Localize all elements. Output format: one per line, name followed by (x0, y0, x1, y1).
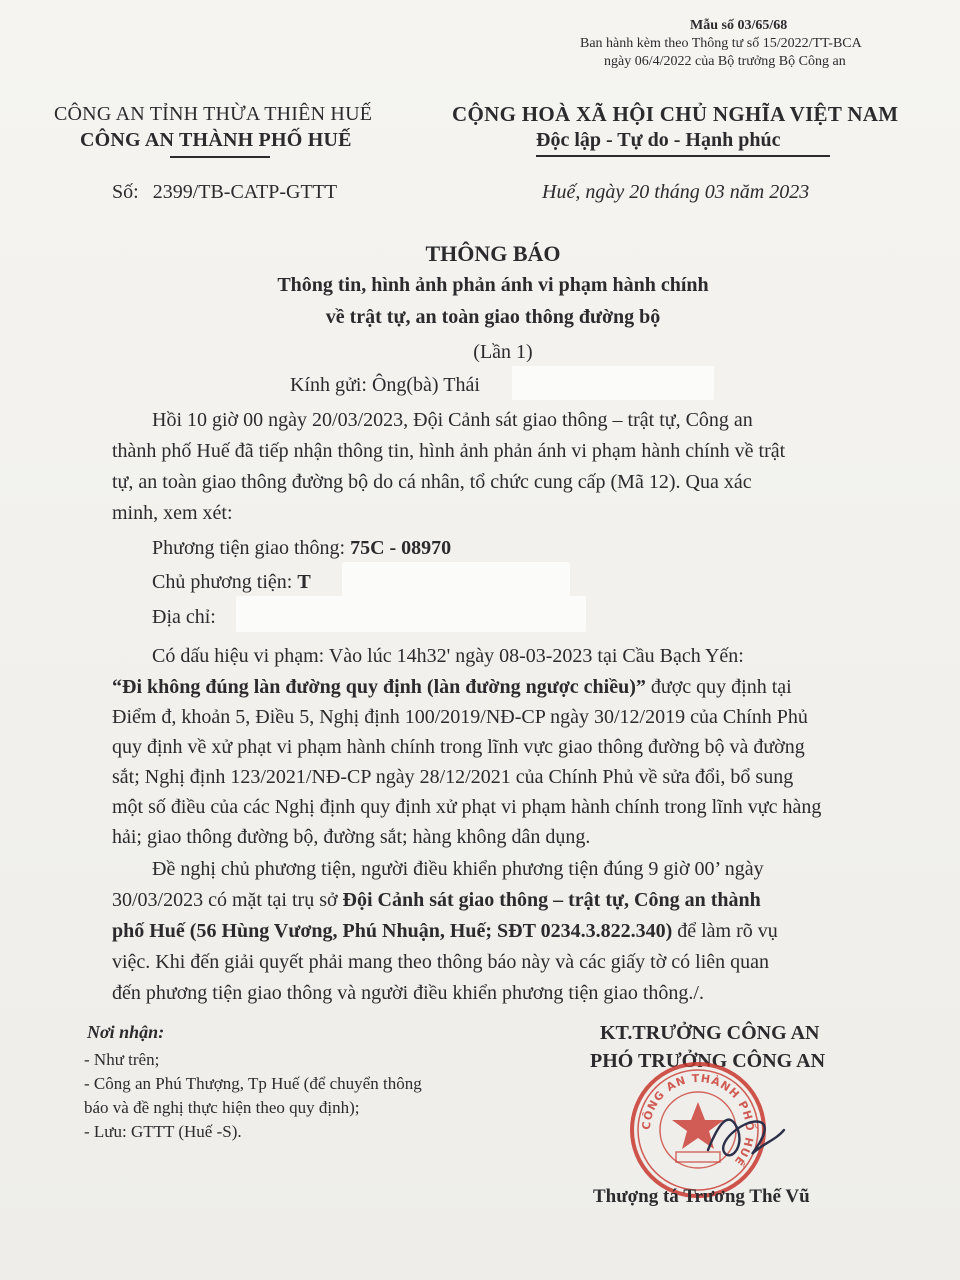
vehicle-field (152, 537, 451, 560)
violation-line: Có dấu hiệu vi phạm: Vào lúc 14h32' ngày 08-03-2023 tại Cầu Bạch Yến: (152, 645, 744, 667)
document-number (112, 181, 337, 204)
request-line2-pre: 30/03/2023 có mặt tại trụ sở (112, 889, 343, 911)
form-issued-date: ngày 06/4/2022 của Bộ trưởng Bộ Công an (604, 54, 846, 69)
recipient-item: - Lưu: GTTT (Huế -S). (84, 1122, 242, 1141)
address-field (152, 606, 216, 629)
national-motto: Độc lập - Tự do - Hạnh phúc (536, 129, 781, 151)
request-line: Đề nghị chủ phương tiện, người điều khiển phương tiện đúng 9 giờ 00’ ngày (152, 858, 764, 880)
request-line: đến phương tiện giao thông và người điều khiển phương tiện giao thông./. (112, 982, 704, 1004)
place-date: Huế, ngày 20 tháng 03 năm 2023 (542, 181, 810, 203)
redaction-address (236, 596, 586, 632)
salutation: Kính gửi: Ông(bà) Thái (290, 374, 480, 396)
request-office-address: phố Huế (56 Hùng Vương, Phú Nhuận, Huế; SĐT 0234.3.822.340) (112, 920, 673, 942)
redaction-name (512, 366, 714, 400)
intro-line: Hồi 10 giờ 00 ngày 20/03/2023, Đội Cảnh sát giao thông – trật tự, Công an (152, 409, 753, 431)
intro-line: tự, an toàn giao thông đường bộ do cá nhân, tổ chức cung cấp (Mã 12). Qua xác (112, 471, 752, 493)
request-line3-post: để làm rõ vụ (672, 920, 778, 942)
violation-line: quy định về xử phạt vi phạm hành chính trong lĩnh vực giao thông đường bộ và đường (112, 736, 805, 758)
signature-title-2: PHÓ TRƯỞNG CÔNG AN (590, 1050, 826, 1072)
request-office: Đội Cảnh sát giao thông – trật tự, Công an thành (342, 889, 761, 911)
agency-underline (170, 156, 270, 158)
document-edition: (Lần 1) (473, 341, 533, 363)
violation-line: hải; giao thông đường bộ, đường sắt; hàng không dân dụng. (112, 826, 591, 848)
violation-line: Điểm đ, khoản 5, Điều 5, Nghị định 100/2019/NĐ-CP ngày 30/12/2019 của Chính Phủ (112, 706, 808, 728)
document-number-label: Số: (112, 181, 139, 203)
request-line: việc. Khi đến giải quyết phải mang theo thông báo này và các giấy tờ có liên quan (112, 951, 770, 973)
document-number-value: 2399/TB-CATP-GTTT (152, 181, 338, 203)
document-subtitle-line2: về trật tự, an toàn giao thông đường bộ (325, 306, 661, 328)
recipient-item: - Công an Phú Thượng, Tp Huế (để chuyển thông (84, 1074, 422, 1093)
form-code: Mẫu số 03/65/68 (690, 18, 788, 33)
violation-line: sắt; Nghị định 123/2021/NĐ-CP ngày 28/12/2021 của Chính Phủ về sửa đổi, bổ sung (112, 766, 794, 788)
intro-line: thành phố Huế đã tiếp nhận thông tin, hình ảnh phản ánh vi phạm hành chính về trật (112, 440, 786, 462)
owner-value: T (297, 571, 311, 593)
violation-after-quote: được quy định tại (645, 676, 792, 698)
recipient-item: báo và đề nghị thực hiện theo quy định); (84, 1098, 360, 1117)
agency-parent: CÔNG AN TỈNH THỪA THIÊN HUẾ (54, 103, 373, 125)
seal-text: CÔNG AN THÀNH PHỐ HUẾ (639, 1071, 757, 1169)
vehicle-plate: 75C - 08970 (350, 537, 452, 559)
redaction-owner (342, 562, 570, 598)
intro-line: minh, xem xét: (112, 502, 233, 524)
nation-name: CỘNG HOÀ XÃ HỘI CHỦ NGHĨA VIỆT NAM (452, 102, 899, 126)
request-line (112, 921, 778, 941)
recipient-item: - Như trên; (84, 1050, 160, 1069)
motto-underline (536, 155, 830, 157)
vehicle-label: Phương tiện giao thông: (152, 537, 346, 559)
signature-title-1: KT.TRƯỞNG CÔNG AN (600, 1022, 820, 1044)
signer-name: Thượng tá Trương Thế Vũ (593, 1186, 810, 1207)
handwritten-signature-icon (700, 1100, 790, 1170)
violation-line: một số điều của các Nghị định quy định xử phạt vi phạm hành chính trong lĩnh vực hàng (112, 796, 822, 818)
violation-quote: “Đi không đúng làn đường quy định (làn đường ngược chiều)” (112, 676, 646, 698)
violation-quote-line (112, 677, 792, 697)
owner-label: Chủ phương tiện: (152, 571, 293, 593)
document-title: THÔNG BÁO (425, 241, 561, 266)
owner-field (152, 571, 311, 594)
agency-name: CÔNG AN THÀNH PHỐ HUẾ (80, 129, 352, 151)
address-label: Địa chỉ: (152, 606, 216, 628)
recipients-title: Nơi nhận: (87, 1022, 165, 1042)
request-line (112, 890, 761, 910)
document-subtitle-line1: Thông tin, hình ảnh phản ánh vi phạm hành chính (277, 274, 709, 296)
form-issued-with: Ban hành kèm theo Thông tư số 15/2022/TT-BCA (580, 36, 862, 51)
